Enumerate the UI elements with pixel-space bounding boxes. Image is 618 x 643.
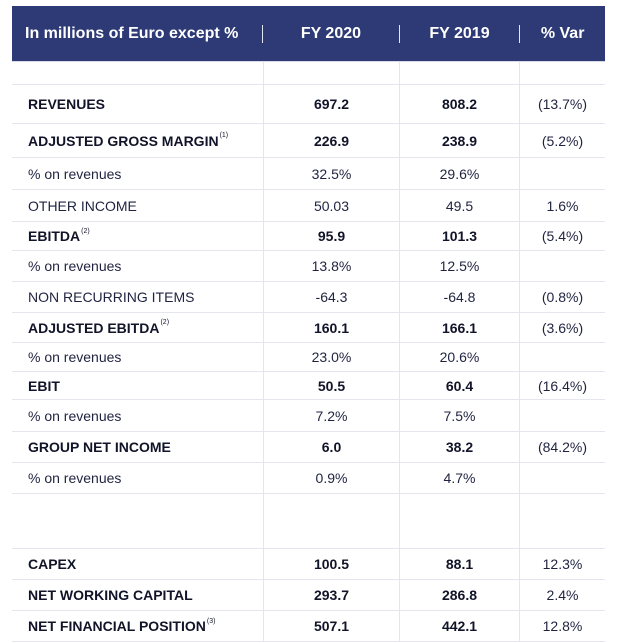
value-fy2020 (264, 62, 400, 84)
value-var (520, 400, 605, 431)
value-var: (5.2%) (541, 132, 584, 149)
value-var: (13.7%) (537, 96, 588, 112)
row-label-cell (12, 343, 264, 371)
value-fy2020: 697.2 (264, 85, 400, 123)
value-var (520, 251, 605, 281)
footnote-marker: (2) (160, 319, 170, 326)
row-label-cell (12, 62, 264, 84)
row-label: NON RECURRING ITEMS (28, 289, 195, 305)
value-var (520, 494, 605, 548)
value-fy2019: 38.2 (400, 432, 520, 462)
row-label: % on revenues (28, 407, 122, 424)
row-label: % on revenues (28, 258, 122, 274)
value-fy2020: 23.0% (264, 343, 400, 371)
value-fy2019: 238.9 (400, 124, 520, 157)
value-fy2020: -64.3 (264, 282, 400, 312)
footnote-marker: (1) (219, 132, 229, 139)
value-fy2019: 49.5 (400, 190, 520, 221)
table-row (12, 282, 605, 313)
value-fy2020: 226.9 (264, 124, 400, 157)
row-label: ADJUSTED EBITDA (28, 319, 160, 336)
row-label-cell (12, 494, 264, 548)
value-var: 12.8% (542, 618, 583, 634)
value-var: 1.6% (546, 197, 579, 214)
value-fy2019: 101.3 (400, 222, 520, 250)
value-fy2020: 507.1 (264, 611, 400, 641)
footnote-marker: (3) (206, 617, 216, 625)
value-var: (84.2%) (537, 439, 588, 455)
row-label: EBIT (28, 377, 60, 394)
row-label-cell (12, 463, 264, 493)
header-units: In millions of Euro except % (12, 25, 263, 43)
row-label: GROUP NET INCOME (28, 439, 171, 455)
table-row (12, 124, 605, 158)
row-label-cell (12, 124, 264, 157)
value-fy2020: 50.03 (264, 190, 400, 221)
row-label-cell (12, 313, 264, 342)
row-label: ADJUSTED GROSS MARGIN (28, 132, 219, 149)
table-row (12, 432, 605, 463)
row-label-cell (12, 85, 264, 123)
row-label: REVENUES (28, 96, 106, 112)
value-fy2019: 808.2 (400, 85, 520, 123)
value-fy2020: 0.9% (264, 463, 400, 493)
header-fy2020: FY 2020 (263, 25, 400, 43)
table-row (12, 463, 605, 494)
table-row (12, 313, 605, 343)
table-row (12, 580, 605, 611)
value-fy2019: 7.5% (400, 400, 520, 431)
value-fy2019 (400, 62, 520, 84)
table-body (12, 62, 605, 642)
row-label: % on revenues (28, 349, 122, 365)
value-fy2019: 166.1 (400, 313, 520, 342)
value-fy2020: 95.9 (264, 222, 400, 250)
value-var (520, 463, 605, 493)
value-var: 2.4% (546, 587, 579, 603)
row-label-cell (12, 158, 264, 189)
footnote-marker: (2) (81, 227, 90, 235)
value-fy2020: 6.0 (264, 432, 400, 462)
value-fy2019: -64.8 (400, 282, 520, 312)
value-var: (3.6%) (541, 319, 584, 336)
value-fy2019: 286.8 (400, 580, 520, 610)
value-var (520, 343, 605, 371)
table-row (12, 611, 605, 642)
value-fy2019 (400, 494, 520, 548)
table-header (12, 6, 605, 62)
value-fy2019: 4.7% (400, 463, 520, 493)
value-fy2020 (264, 494, 400, 548)
row-label: NET WORKING CAPITAL (28, 587, 193, 603)
value-var: 12.3% (542, 556, 583, 572)
row-label: CAPEX (28, 556, 77, 572)
row-label-cell (12, 282, 264, 312)
table-row (12, 190, 605, 222)
row-label: NET FINANCIAL POSITION (28, 618, 206, 634)
value-var (520, 158, 605, 189)
header-var: % Var (540, 24, 585, 42)
row-label-cell (12, 222, 264, 250)
value-fy2020: 50.5 (264, 372, 400, 399)
value-fy2020: 7.2% (264, 400, 400, 431)
row-label-cell (12, 400, 264, 431)
table-row (12, 343, 605, 372)
table-row (12, 400, 605, 432)
table-row (12, 222, 605, 251)
row-label: EBITDA (28, 228, 81, 244)
row-label-cell (12, 251, 264, 281)
row-label-cell (12, 549, 264, 579)
value-fy2019: 442.1 (400, 611, 520, 641)
value-fy2020: 32.5% (264, 158, 400, 189)
row-label-cell (12, 372, 264, 399)
row-label-cell (12, 190, 264, 221)
table-row (12, 85, 605, 124)
row-label-cell (12, 611, 264, 641)
row-label-cell (12, 432, 264, 462)
header-fy2019: FY 2019 (400, 25, 521, 43)
financial-table (12, 6, 605, 642)
table-row (12, 372, 605, 400)
value-fy2019: 29.6% (400, 158, 520, 189)
table-row (12, 62, 605, 85)
value-fy2020: 13.8% (264, 251, 400, 281)
value-fy2019: 12.5% (400, 251, 520, 281)
value-fy2019: 88.1 (400, 549, 520, 579)
row-label: % on revenues (28, 165, 122, 182)
value-fy2019: 60.4 (400, 372, 520, 399)
row-label: OTHER INCOME (28, 197, 137, 214)
value-fy2020: 160.1 (264, 313, 400, 342)
value-fy2020: 100.5 (264, 549, 400, 579)
value-var: (5.4%) (541, 228, 584, 244)
value-fy2020: 293.7 (264, 580, 400, 610)
value-var (520, 62, 605, 84)
row-label: % on revenues (28, 470, 122, 486)
table-row (12, 251, 605, 282)
value-var: (16.4%) (537, 377, 588, 394)
table-row (12, 494, 605, 549)
table-row (12, 158, 605, 190)
row-label-cell (12, 580, 264, 610)
table-row (12, 549, 605, 580)
value-var: (0.8%) (541, 289, 584, 305)
value-fy2019: 20.6% (400, 343, 520, 371)
